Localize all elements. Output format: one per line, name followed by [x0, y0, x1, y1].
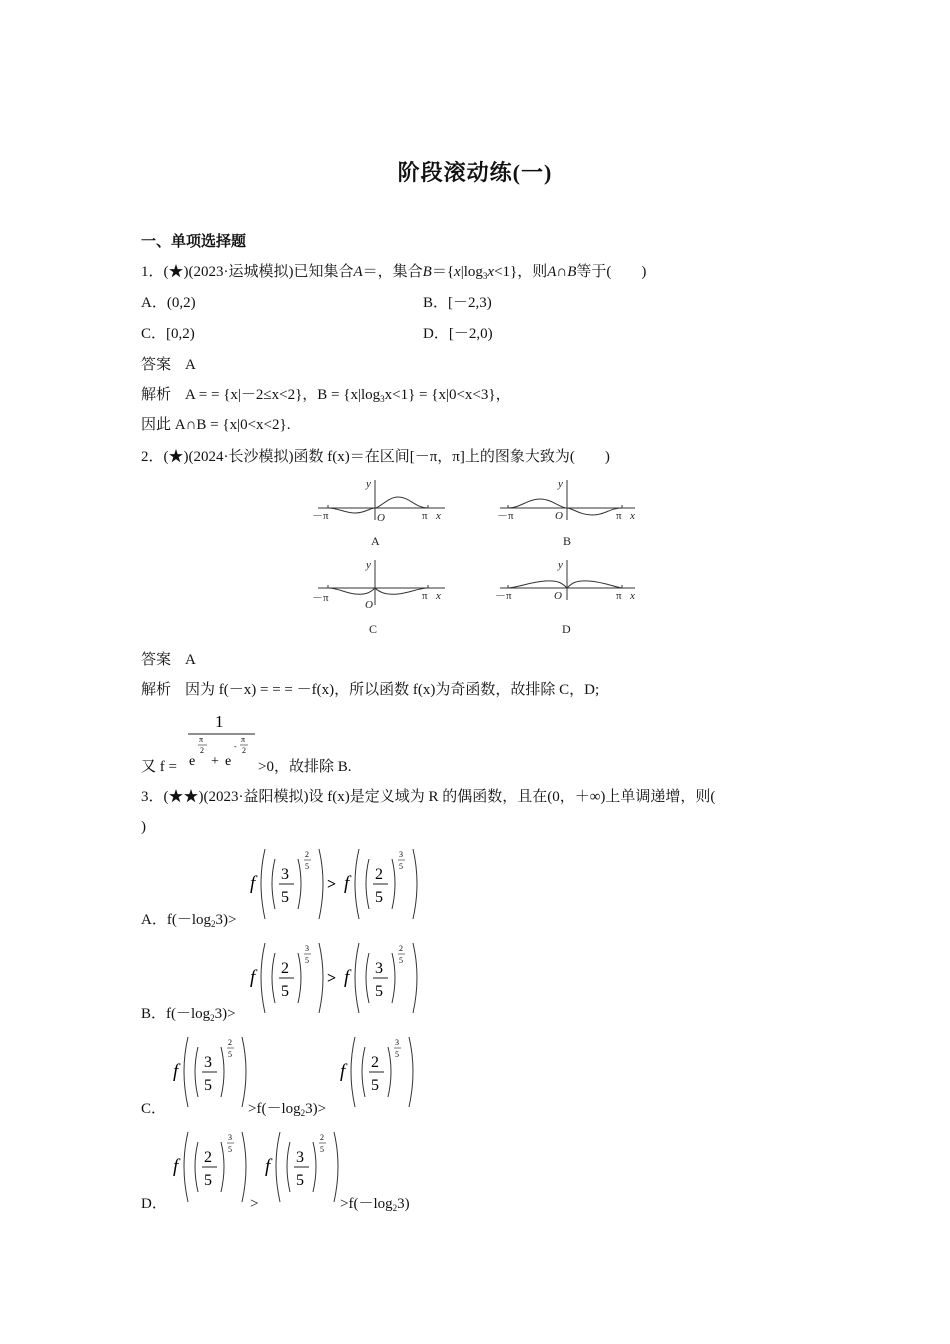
graph-b-labels — [497, 478, 635, 548]
question-1-option-b: B．[－2,3) — [423, 295, 492, 311]
svg-text:2: 2 — [371, 1054, 379, 1071]
svg-text:3: 3 — [296, 1149, 304, 1166]
graph-a-labels — [312, 478, 441, 548]
svg-text:2: 2 — [399, 944, 403, 953]
question-3-option-d-gt: > — [250, 1196, 259, 1212]
svg-text:f: f — [265, 1156, 271, 1177]
svg-text:C: C — [369, 622, 378, 636]
svg-text:x: x — [630, 510, 635, 522]
graph-d — [500, 560, 635, 600]
svg-text:π: π — [616, 590, 622, 602]
svg-text:3: 3 — [281, 866, 289, 883]
question-3-option-d-label: D． — [141, 1196, 167, 1212]
svg-text:5: 5 — [204, 1077, 212, 1094]
question-3-option-a-math — [247, 845, 422, 930]
svg-text:5: 5 — [320, 1145, 324, 1154]
svg-text:－π: －π — [312, 510, 329, 522]
section-heading: 一、单项选择题 — [141, 234, 247, 250]
svg-text:x: x — [436, 510, 441, 522]
svg-text:π: π — [241, 735, 246, 744]
graph-panel — [310, 475, 650, 645]
question-2-answer: 答案 A — [141, 652, 196, 668]
question-3-option-c-math-2 — [337, 1033, 415, 1118]
svg-text:e: e — [225, 754, 232, 769]
svg-text:O: O — [365, 599, 373, 611]
svg-text:5: 5 — [399, 956, 403, 965]
svg-text:O: O — [554, 590, 562, 602]
q2-fraction — [185, 708, 260, 778]
question-1-analysis: 解析 A = = {x|－2≤x<2}，$B = \{x|\log_3x<1\} = \{x|0<x<3\}$， — [141, 387, 511, 404]
svg-text:-: - — [234, 742, 237, 751]
svg-text:5: 5 — [305, 862, 309, 871]
question-1-option-d: D．[－2,0) — [423, 326, 493, 342]
svg-text:5: 5 — [395, 1050, 399, 1059]
svg-text:－π: －π — [495, 590, 512, 602]
svg-text:2: 2 — [375, 866, 383, 883]
svg-text:y: y — [366, 478, 371, 490]
svg-text:2: 2 — [281, 960, 289, 977]
svg-text:+: + — [211, 754, 219, 769]
question-3-option-b-math — [247, 939, 422, 1024]
svg-text:5: 5 — [375, 889, 383, 906]
svg-text:π: π — [616, 510, 622, 522]
svg-text:π: π — [422, 510, 428, 522]
question-3-option-d-math-2 — [262, 1128, 340, 1213]
svg-text:y: y — [558, 559, 563, 571]
question-1-option-a: A．(0,2) — [141, 295, 196, 311]
question-3-option-d-math-1 — [170, 1128, 248, 1213]
svg-text:f: f — [173, 1156, 179, 1177]
question-2-analysis-pre: 又 f = — [141, 759, 177, 775]
question-3-stem-close: ) — [141, 819, 146, 835]
svg-text:x: x — [630, 590, 635, 602]
svg-text:5: 5 — [204, 1172, 212, 1189]
svg-text:5: 5 — [281, 983, 289, 1000]
svg-text:5: 5 — [371, 1077, 379, 1094]
question-1-answer: 答案 A — [141, 357, 196, 373]
svg-text:>: > — [327, 970, 337, 987]
svg-text:D: D — [562, 622, 571, 636]
svg-text:5: 5 — [399, 862, 403, 871]
question-2-analysis: 解析 因为 f(－x) = = = －f(x)，所以函数 f(x)为奇函数，故排除 C，D; — [141, 682, 600, 698]
svg-text:f: f — [344, 967, 350, 988]
svg-text:2: 2 — [242, 746, 246, 755]
page-title: 阶段滚动练(一) — [397, 160, 553, 185]
question-1-option-c: C．[0,2) — [141, 326, 195, 342]
svg-text:2: 2 — [320, 1133, 324, 1142]
svg-text:5: 5 — [296, 1172, 304, 1189]
question-1-stem: 1．(★)(2023·运城模拟)已知集合A＝，集合$B=\{x|\log_3x<1\}$，则A∩B等于( ) — [141, 264, 647, 281]
svg-text:x: x — [436, 590, 441, 602]
svg-text:2: 2 — [200, 746, 204, 755]
svg-text:3: 3 — [228, 1133, 232, 1142]
svg-text:5: 5 — [305, 956, 309, 965]
svg-text:f: f — [344, 873, 350, 894]
svg-text:5: 5 — [375, 983, 383, 1000]
question-1-analysis-line-2: 因此 A∩B = {x|0<x<2}. — [141, 417, 291, 433]
svg-text:2: 2 — [305, 850, 309, 859]
svg-text:B: B — [563, 534, 572, 548]
svg-text:>: > — [327, 876, 337, 893]
svg-text:5: 5 — [281, 889, 289, 906]
svg-text:O: O — [377, 512, 385, 524]
question-3-option-a-text: A．$f(-\log_23)>$ — [141, 912, 237, 929]
graph-c-labels — [312, 559, 441, 636]
svg-text:2: 2 — [204, 1149, 212, 1166]
question-2-stem: 2．(★)(2024·长沙模拟)函数 f(x)＝在区间[－π，π]上的图象大致为( ) — [141, 449, 610, 465]
svg-text:3: 3 — [305, 944, 309, 953]
svg-text:e: e — [189, 754, 196, 769]
graph-b — [500, 480, 635, 520]
svg-text:f: f — [173, 1061, 179, 1082]
svg-text:π: π — [199, 735, 204, 744]
svg-text:3: 3 — [204, 1054, 212, 1071]
svg-text:f: f — [340, 1061, 346, 1082]
svg-text:－π: －π — [497, 510, 514, 522]
svg-text:3: 3 — [399, 850, 403, 859]
svg-text:2: 2 — [228, 1038, 232, 1047]
svg-text:O: O — [555, 510, 563, 522]
question-3-option-d-end: $>f(-\log_23)$ — [340, 1196, 410, 1213]
svg-text:5: 5 — [228, 1145, 232, 1154]
svg-text:－π: －π — [312, 592, 329, 604]
question-3-option-b-text: B．$f(-\log_23)>$ — [141, 1006, 236, 1023]
svg-text:1: 1 — [215, 712, 224, 731]
svg-text:A: A — [371, 534, 380, 548]
question-2-analysis-post: >0，故排除 B. — [258, 759, 352, 775]
graph-d-labels — [495, 559, 635, 636]
question-3-stem: 3．(★★)(2023·益阳模拟)设 f(x)是定义域为 R 的偶函数，且在(0，＋∞)上单调递增，则( — [141, 789, 716, 805]
svg-text:5: 5 — [228, 1050, 232, 1059]
svg-text:3: 3 — [395, 1038, 399, 1047]
svg-text:y: y — [366, 559, 371, 571]
svg-text:y: y — [558, 478, 563, 490]
question-3-option-c-math-1 — [170, 1033, 248, 1118]
question-3-option-c-middle: $>f(-\log_23)>$ — [248, 1101, 327, 1118]
svg-text:f: f — [250, 967, 256, 988]
svg-text:π: π — [422, 590, 428, 602]
question-3-option-c-label: C． — [141, 1101, 167, 1117]
svg-text:f: f — [250, 873, 256, 894]
question-2-graphs — [310, 475, 650, 645]
svg-text:3: 3 — [375, 960, 383, 977]
